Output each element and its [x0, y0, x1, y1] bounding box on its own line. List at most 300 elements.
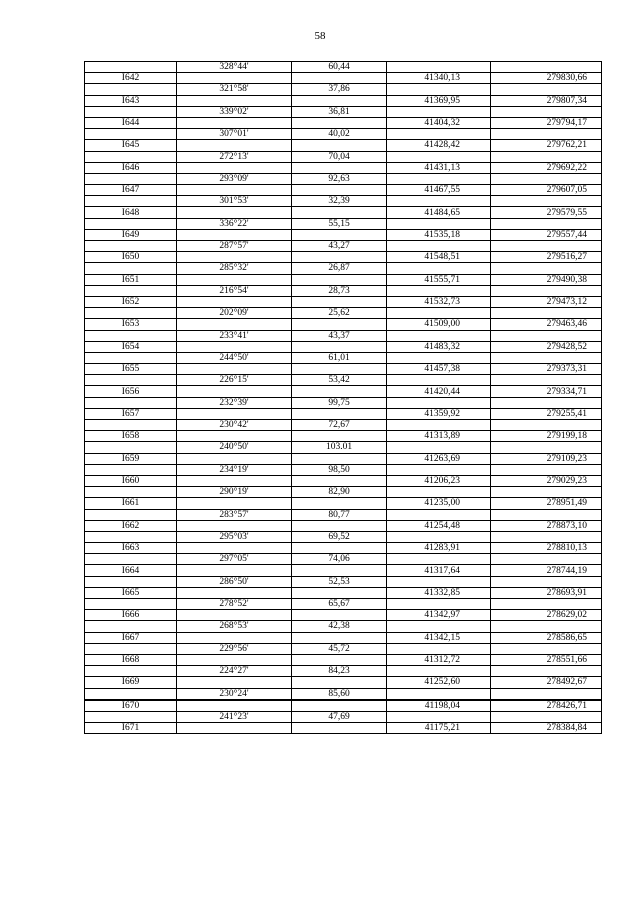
direction-angle-cell — [177, 654, 292, 665]
point-id-cell: I651 — [85, 274, 177, 285]
segment-row — [85, 106, 602, 117]
point-id-cell: I666 — [85, 610, 177, 621]
direction-angle-cell: 339°02' — [177, 106, 292, 117]
point-row — [85, 498, 602, 509]
direction-angle-cell: 230°42' — [177, 420, 292, 431]
point-id-cell — [85, 62, 177, 73]
segment-length-cell: 47,69 — [292, 711, 387, 722]
point-row — [85, 274, 602, 285]
x-coordinate-cell: 41332,85 — [387, 587, 491, 598]
segment-length-cell — [292, 431, 387, 442]
segment-length-cell — [292, 117, 387, 128]
direction-angle-cell — [177, 117, 292, 128]
point-id-cell — [85, 688, 177, 700]
segment-length-cell: 60,44 — [292, 62, 387, 73]
y-coordinate-cell — [491, 688, 602, 700]
x-coordinate-cell: 41420,44 — [387, 386, 491, 397]
point-id-cell: I652 — [85, 296, 177, 307]
segment-row — [85, 84, 602, 95]
x-coordinate-cell: 41313,89 — [387, 431, 491, 442]
direction-angle-cell: 272°13' — [177, 151, 292, 162]
point-row — [85, 140, 602, 151]
point-id-cell: I650 — [85, 252, 177, 263]
point-id-cell: I671 — [85, 723, 177, 734]
segment-length-cell — [292, 73, 387, 84]
point-row — [85, 408, 602, 419]
segment-length-cell — [292, 162, 387, 173]
direction-angle-cell: 321°58' — [177, 84, 292, 95]
segment-length-cell — [292, 475, 387, 486]
direction-angle-cell: 244°50' — [177, 352, 292, 363]
direction-angle-cell: 202°09' — [177, 308, 292, 319]
direction-angle-cell: 297°05' — [177, 554, 292, 565]
direction-angle-cell: 278°52' — [177, 599, 292, 610]
segment-row — [85, 308, 602, 319]
segment-row — [85, 599, 602, 610]
point-id-cell: I644 — [85, 117, 177, 128]
segment-row — [85, 129, 602, 140]
segment-row — [85, 666, 602, 677]
point-id-cell — [85, 196, 177, 207]
point-row — [85, 364, 602, 375]
y-coordinate-cell: 279334,71 — [491, 386, 602, 397]
segment-row — [85, 263, 602, 274]
y-coordinate-cell — [491, 509, 602, 520]
y-coordinate-cell: 278951,49 — [491, 498, 602, 509]
y-coordinate-cell: 279794,17 — [491, 117, 602, 128]
y-coordinate-cell: 279199,18 — [491, 431, 602, 442]
table-body — [85, 62, 602, 734]
direction-angle-cell — [177, 431, 292, 442]
point-row — [85, 610, 602, 621]
point-row — [85, 207, 602, 218]
y-coordinate-cell — [491, 554, 602, 565]
y-coordinate-cell: 279762,21 — [491, 140, 602, 151]
x-coordinate-cell — [387, 711, 491, 722]
segment-length-cell: 55,15 — [292, 218, 387, 229]
segment-length-cell — [292, 185, 387, 196]
direction-angle-cell — [177, 453, 292, 464]
segment-length-cell: 26,87 — [292, 263, 387, 274]
direction-angle-cell: 234°19' — [177, 464, 292, 475]
point-id-cell — [85, 218, 177, 229]
x-coordinate-cell: 41431,13 — [387, 162, 491, 173]
direction-angle-cell — [177, 543, 292, 554]
direction-angle-cell: 286°50' — [177, 576, 292, 587]
segment-row — [85, 509, 602, 520]
x-coordinate-cell — [387, 599, 491, 610]
point-row — [85, 117, 602, 128]
y-coordinate-cell — [491, 487, 602, 498]
point-row — [85, 632, 602, 643]
point-row — [85, 95, 602, 106]
segment-length-cell: 42,38 — [292, 621, 387, 632]
x-coordinate-cell — [387, 218, 491, 229]
direction-angle-cell: 226°15' — [177, 375, 292, 386]
x-coordinate-cell — [387, 352, 491, 363]
x-coordinate-cell — [387, 576, 491, 587]
direction-angle-cell — [177, 498, 292, 509]
x-coordinate-cell: 41359,92 — [387, 408, 491, 419]
y-coordinate-cell — [491, 375, 602, 386]
point-id-cell — [85, 576, 177, 587]
segment-length-cell: 61,01 — [292, 352, 387, 363]
point-row — [85, 296, 602, 307]
segment-length-cell: 103.01 — [292, 442, 387, 453]
x-coordinate-cell — [387, 129, 491, 140]
x-coordinate-cell: 41263,69 — [387, 453, 491, 464]
direction-angle-cell: 295°03' — [177, 531, 292, 542]
x-coordinate-cell — [387, 151, 491, 162]
x-coordinate-cell — [387, 285, 491, 296]
x-coordinate-cell: 41283,91 — [387, 543, 491, 554]
segment-row — [85, 643, 602, 654]
y-coordinate-cell — [491, 62, 602, 73]
x-coordinate-cell — [387, 196, 491, 207]
x-coordinate-cell: 41235,00 — [387, 498, 491, 509]
segment-length-cell — [292, 296, 387, 307]
point-id-cell — [85, 531, 177, 542]
x-coordinate-cell — [387, 241, 491, 252]
x-coordinate-cell: 41340,13 — [387, 73, 491, 84]
point-row — [85, 229, 602, 240]
point-id-cell: I649 — [85, 229, 177, 240]
y-coordinate-cell — [491, 397, 602, 408]
point-id-cell: I667 — [85, 632, 177, 643]
segment-length-cell — [292, 565, 387, 576]
point-id-cell: I664 — [85, 565, 177, 576]
segment-row — [85, 711, 602, 722]
x-coordinate-cell — [387, 531, 491, 542]
point-row — [85, 565, 602, 576]
point-id-cell — [85, 621, 177, 632]
point-id-cell — [85, 397, 177, 408]
direction-angle-cell: 336°22' — [177, 218, 292, 229]
x-coordinate-cell — [387, 308, 491, 319]
point-id-cell: I643 — [85, 95, 177, 106]
direction-angle-cell: 290°19' — [177, 487, 292, 498]
y-coordinate-cell: 279255,41 — [491, 408, 602, 419]
x-coordinate-cell: 41175,21 — [387, 723, 491, 734]
x-coordinate-cell — [387, 375, 491, 386]
segment-row — [85, 464, 602, 475]
x-coordinate-cell: 41317,64 — [387, 565, 491, 576]
direction-angle-cell: 268°53' — [177, 621, 292, 632]
direction-angle-cell: 224°27' — [177, 666, 292, 677]
point-id-cell: I662 — [85, 520, 177, 531]
point-row — [85, 700, 602, 712]
point-id-cell: I661 — [85, 498, 177, 509]
point-id-cell — [85, 509, 177, 520]
y-coordinate-cell — [491, 151, 602, 162]
point-id-cell: I655 — [85, 364, 177, 375]
segment-length-cell — [292, 319, 387, 330]
y-coordinate-cell — [491, 263, 602, 274]
point-id-cell — [85, 599, 177, 610]
point-id-cell: I670 — [85, 700, 177, 712]
y-coordinate-cell: 278744,19 — [491, 565, 602, 576]
direction-angle-cell — [177, 185, 292, 196]
x-coordinate-cell — [387, 509, 491, 520]
segment-row — [85, 173, 602, 184]
point-id-cell — [85, 666, 177, 677]
segment-length-cell: 65,67 — [292, 599, 387, 610]
y-coordinate-cell: 279830,66 — [491, 73, 602, 84]
x-coordinate-cell — [387, 554, 491, 565]
x-coordinate-cell: 41428,42 — [387, 140, 491, 151]
segment-row — [85, 241, 602, 252]
segment-length-cell — [292, 677, 387, 688]
point-row — [85, 677, 602, 688]
point-row — [85, 431, 602, 442]
y-coordinate-cell — [491, 711, 602, 722]
segment-row — [85, 151, 602, 162]
segment-length-cell: 43,27 — [292, 241, 387, 252]
x-coordinate-cell — [387, 330, 491, 341]
segment-length-cell: 70,04 — [292, 151, 387, 162]
segment-length-cell: 25,62 — [292, 308, 387, 319]
point-id-cell: I642 — [85, 73, 177, 84]
y-coordinate-cell — [491, 464, 602, 475]
point-row — [85, 723, 602, 734]
direction-angle-cell — [177, 632, 292, 643]
point-id-cell — [85, 352, 177, 363]
x-coordinate-cell — [387, 263, 491, 274]
x-coordinate-cell: 41342,97 — [387, 610, 491, 621]
x-coordinate-cell — [387, 173, 491, 184]
y-coordinate-cell — [491, 308, 602, 319]
point-id-cell: I669 — [85, 677, 177, 688]
point-id-cell: I647 — [85, 185, 177, 196]
point-id-cell — [85, 643, 177, 654]
segment-length-cell — [292, 364, 387, 375]
point-id-cell — [85, 241, 177, 252]
x-coordinate-cell: 41342,15 — [387, 632, 491, 643]
direction-angle-cell — [177, 723, 292, 734]
segment-length-cell: 53,42 — [292, 375, 387, 386]
segment-length-cell: 28,73 — [292, 285, 387, 296]
point-id-cell: I656 — [85, 386, 177, 397]
x-coordinate-cell — [387, 84, 491, 95]
direction-angle-cell — [177, 140, 292, 151]
y-coordinate-cell: 279692,22 — [491, 162, 602, 173]
y-coordinate-cell: 278873,10 — [491, 520, 602, 531]
y-coordinate-cell — [491, 442, 602, 453]
segment-length-cell — [292, 498, 387, 509]
point-id-cell: I659 — [85, 453, 177, 464]
y-coordinate-cell: 279373,31 — [491, 364, 602, 375]
point-id-cell — [85, 151, 177, 162]
point-row — [85, 520, 602, 531]
point-id-cell: I657 — [85, 408, 177, 419]
y-coordinate-cell — [491, 84, 602, 95]
direction-angle-cell: 216°54' — [177, 285, 292, 296]
segment-row — [85, 442, 602, 453]
direction-angle-cell — [177, 341, 292, 352]
x-coordinate-cell: 41457,38 — [387, 364, 491, 375]
x-coordinate-cell: 41483,32 — [387, 341, 491, 352]
y-coordinate-cell — [491, 285, 602, 296]
segment-length-cell — [292, 723, 387, 734]
segment-length-cell — [292, 408, 387, 419]
point-row — [85, 386, 602, 397]
y-coordinate-cell: 278810,13 — [491, 543, 602, 554]
segment-length-cell: 43,37 — [292, 330, 387, 341]
direction-angle-cell — [177, 364, 292, 375]
direction-angle-cell — [177, 475, 292, 486]
point-row — [85, 453, 602, 464]
point-id-cell: I653 — [85, 319, 177, 330]
point-id-cell — [85, 420, 177, 431]
y-coordinate-cell — [491, 643, 602, 654]
direction-angle-cell: 241°23' — [177, 711, 292, 722]
point-id-cell — [85, 263, 177, 274]
x-coordinate-cell — [387, 643, 491, 654]
point-row — [85, 654, 602, 665]
y-coordinate-cell — [491, 196, 602, 207]
direction-angle-cell: 307°01' — [177, 129, 292, 140]
segment-row — [85, 621, 602, 632]
segment-row — [85, 196, 602, 207]
x-coordinate-cell: 41509,00 — [387, 319, 491, 330]
point-id-cell — [85, 285, 177, 296]
segment-length-cell: 52,53 — [292, 576, 387, 587]
y-coordinate-cell — [491, 531, 602, 542]
y-coordinate-cell — [491, 173, 602, 184]
direction-angle-cell — [177, 520, 292, 531]
x-coordinate-cell — [387, 442, 491, 453]
y-coordinate-cell — [491, 330, 602, 341]
x-coordinate-cell: 41312,72 — [387, 654, 491, 665]
segment-length-cell — [292, 95, 387, 106]
segment-length-cell: 72,67 — [292, 420, 387, 431]
direction-angle-cell: 287°57' — [177, 241, 292, 252]
direction-angle-cell — [177, 252, 292, 263]
point-row — [85, 587, 602, 598]
y-coordinate-cell: 278426,71 — [491, 700, 602, 712]
direction-angle-cell: 293°09' — [177, 173, 292, 184]
x-coordinate-cell: 41369,95 — [387, 95, 491, 106]
y-coordinate-cell: 279807,34 — [491, 95, 602, 106]
x-coordinate-cell — [387, 420, 491, 431]
x-coordinate-cell: 41198,04 — [387, 700, 491, 712]
direction-angle-cell: 301°53' — [177, 196, 292, 207]
y-coordinate-cell: 279607,05 — [491, 185, 602, 196]
segment-row — [85, 531, 602, 542]
x-coordinate-cell: 41532,73 — [387, 296, 491, 307]
direction-angle-cell — [177, 408, 292, 419]
x-coordinate-cell: 41252,60 — [387, 677, 491, 688]
x-coordinate-cell: 41254,48 — [387, 520, 491, 531]
segment-row — [85, 218, 602, 229]
page-number: 58 — [314, 30, 326, 42]
point-row — [85, 73, 602, 84]
segment-length-cell: 32,39 — [292, 196, 387, 207]
x-coordinate-cell: 41467,55 — [387, 185, 491, 196]
segment-length-cell: 36,81 — [292, 106, 387, 117]
y-coordinate-cell — [491, 352, 602, 363]
x-coordinate-cell: 41484,65 — [387, 207, 491, 218]
point-id-cell — [85, 330, 177, 341]
x-coordinate-cell: 41555,71 — [387, 274, 491, 285]
segment-length-cell — [292, 543, 387, 554]
point-id-cell — [85, 106, 177, 117]
y-coordinate-cell — [491, 621, 602, 632]
segment-length-cell — [292, 632, 387, 643]
direction-angle-cell — [177, 95, 292, 106]
segment-length-cell — [292, 386, 387, 397]
x-coordinate-cell — [387, 487, 491, 498]
y-coordinate-cell: 278693,91 — [491, 587, 602, 598]
segment-length-cell — [292, 229, 387, 240]
x-coordinate-cell — [387, 621, 491, 632]
direction-angle-cell — [177, 73, 292, 84]
direction-angle-cell: 229°56' — [177, 643, 292, 654]
x-coordinate-cell — [387, 397, 491, 408]
y-coordinate-cell — [491, 241, 602, 252]
segment-length-cell: 45,72 — [292, 643, 387, 654]
y-coordinate-cell: 279463,46 — [491, 319, 602, 330]
direction-angle-cell: 233°41' — [177, 330, 292, 341]
direction-angle-cell: 328°44' — [177, 62, 292, 73]
x-coordinate-cell: 41404,32 — [387, 117, 491, 128]
segment-length-cell: 40,02 — [292, 129, 387, 140]
y-coordinate-cell: 279109,23 — [491, 453, 602, 464]
direction-angle-cell — [177, 610, 292, 621]
segment-length-cell — [292, 140, 387, 151]
y-coordinate-cell: 279428,52 — [491, 341, 602, 352]
direction-angle-cell — [177, 677, 292, 688]
point-row — [85, 341, 602, 352]
direction-angle-cell — [177, 274, 292, 285]
x-coordinate-cell — [387, 62, 491, 73]
coordinates-table — [84, 61, 602, 734]
point-id-cell — [85, 487, 177, 498]
segment-row — [85, 330, 602, 341]
segment-length-cell: 99,75 — [292, 397, 387, 408]
x-coordinate-cell — [387, 688, 491, 700]
x-coordinate-cell — [387, 666, 491, 677]
y-coordinate-cell — [491, 218, 602, 229]
point-row — [85, 319, 602, 330]
point-id-cell — [85, 308, 177, 319]
segment-length-cell — [292, 207, 387, 218]
y-coordinate-cell: 279516,27 — [491, 252, 602, 263]
y-coordinate-cell — [491, 129, 602, 140]
segment-length-cell: 85,60 — [292, 688, 387, 700]
segment-length-cell: 37,86 — [292, 84, 387, 95]
point-id-cell — [85, 173, 177, 184]
segment-length-cell — [292, 587, 387, 598]
segment-length-cell: 98,50 — [292, 464, 387, 475]
x-coordinate-cell: 41548,51 — [387, 252, 491, 263]
direction-angle-cell: 232°39' — [177, 397, 292, 408]
x-coordinate-cell — [387, 106, 491, 117]
y-coordinate-cell — [491, 106, 602, 117]
segment-length-cell: 84,23 — [292, 666, 387, 677]
y-coordinate-cell — [491, 576, 602, 587]
point-id-cell: I654 — [85, 341, 177, 352]
segment-row — [85, 62, 602, 73]
segment-row — [85, 576, 602, 587]
point-id-cell — [85, 464, 177, 475]
segment-row — [85, 375, 602, 386]
direction-angle-cell: 285°32' — [177, 263, 292, 274]
point-id-cell: I646 — [85, 162, 177, 173]
direction-angle-cell: 283°57' — [177, 509, 292, 520]
direction-angle-cell — [177, 565, 292, 576]
segment-length-cell — [292, 700, 387, 712]
